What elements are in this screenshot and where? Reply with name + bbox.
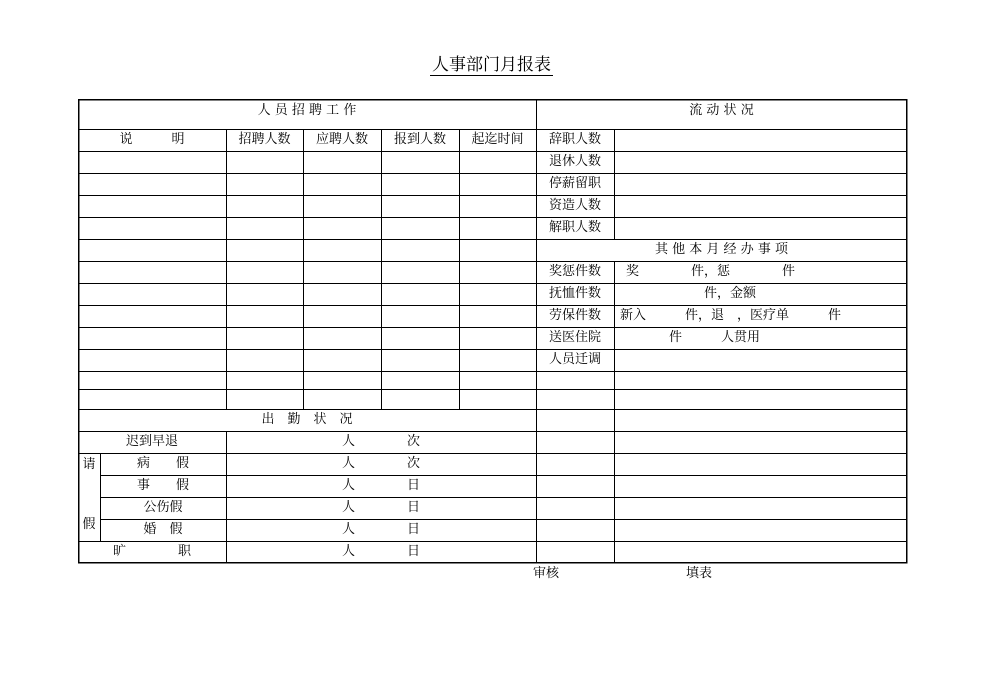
other-row-label: 劳保件数 — [548, 308, 601, 323]
other-row-label: 人员迁调 — [548, 352, 601, 367]
other-row-label: 奖惩件数 — [548, 264, 601, 279]
column-header-time-range: 起迄时间 — [471, 132, 524, 147]
absent-value: 人 日 — [341, 544, 420, 559]
late-early-label: 迟到早退 — [125, 434, 178, 449]
leave-row-label: 事 假 — [136, 478, 189, 493]
column-header-reported-count: 报到人数 — [393, 132, 446, 147]
review-label: 审核 — [533, 566, 560, 581]
leave-group-label-top: 请 — [82, 457, 96, 472]
leave-row-value: 人 日 — [341, 522, 420, 537]
other-row-value: 件 人贯用 — [669, 330, 761, 345]
other-header: 其 他 本 月 经 办 事 项 — [655, 242, 788, 257]
other-row-value: 奖 件，惩 件 — [626, 264, 796, 279]
leave-row-label: 公伤假 — [143, 500, 183, 515]
leave-row-value: 人 日 — [341, 500, 420, 515]
leave-row-value: 人 日 — [341, 478, 420, 493]
other-row-label: 送医住院 — [548, 330, 601, 345]
late-early-value: 人 次 — [341, 434, 420, 449]
leave-row-label: 病 假 — [136, 456, 189, 471]
recruit-header: 人 员 招 聘 工 作 — [257, 103, 357, 118]
table-grid — [78, 99, 907, 564]
column-header-recruit-count: 招聘人数 — [238, 132, 291, 147]
leave-group-label-bottom: 假 — [82, 517, 96, 532]
other-row-value: 件，金额 — [704, 286, 757, 301]
page-title — [0, 54, 983, 76]
flow-row-label: 资造人数 — [548, 198, 601, 213]
leave-row-label: 婚 假 — [143, 522, 183, 537]
attendance-header: 出 勤 状 况 — [261, 412, 353, 427]
flow-header: 流 动 状 况 — [689, 103, 754, 118]
fill-label: 填表 — [686, 566, 713, 581]
flow-row-label: 解职人数 — [548, 220, 601, 235]
report-table — [78, 99, 907, 564]
flow-row-label: 停薪留职 — [548, 176, 601, 191]
other-row-label: 抚恤件数 — [548, 286, 601, 301]
other-row-value: 新入 件，退 ，医疗单 件 — [620, 308, 842, 323]
absent-label: 旷 职 — [112, 544, 191, 559]
column-header-applicant-count: 应聘人数 — [315, 132, 368, 147]
page-title-text: 人事部门月报表 — [432, 55, 551, 75]
flow-row-label: 退休人数 — [548, 154, 601, 169]
leave-row-value: 人 次 — [341, 456, 420, 471]
column-header-description: 说 明 — [119, 132, 185, 147]
flow-row-label: 辞职人数 — [548, 132, 601, 147]
